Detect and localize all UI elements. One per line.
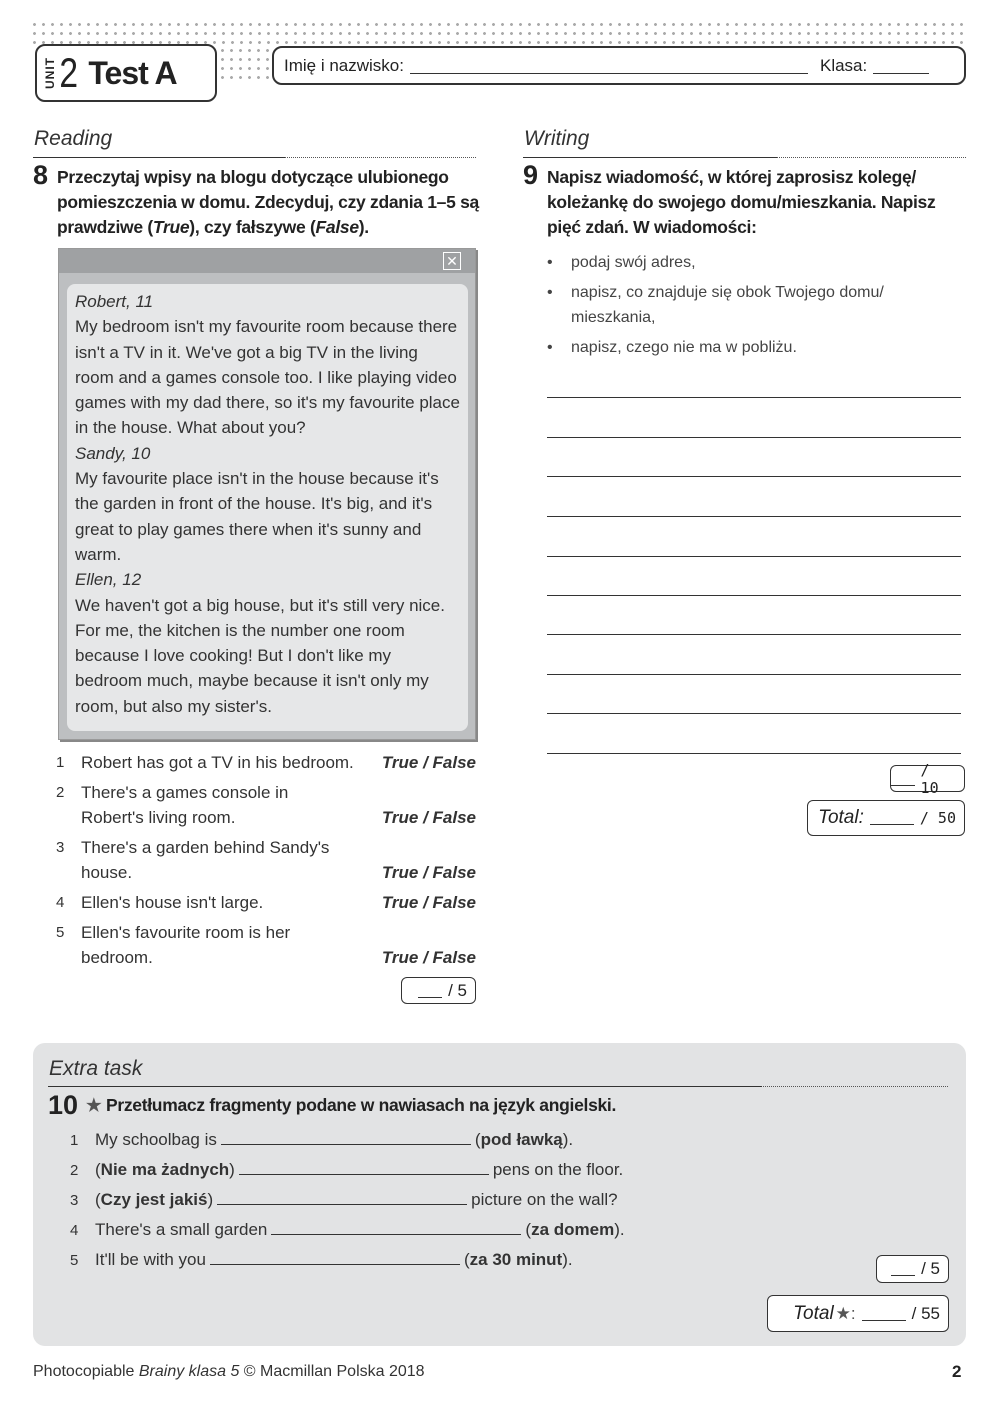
score-box: / 10 (890, 765, 965, 792)
true-false-list (56, 750, 476, 975)
footer-copyright: Photocopiable Brainy klasa 5 © Macmillan Polska 2018 (33, 1363, 425, 1380)
reading-heading: Reading (34, 127, 113, 150)
close-icon: ✕ (443, 252, 461, 270)
bullet-item: • napisz, czego nie ma w pobliżu. (547, 339, 797, 356)
divider (33, 157, 476, 158)
answer-field[interactable] (217, 1191, 467, 1205)
divider (48, 1086, 948, 1087)
post-text: My bedroom isn't my favourite room because there isn't a TV in it. We've got a big TV in the living room and a games console too. I like playing video games with my dad there, so it's my favourite place in the house. What about you? (75, 317, 460, 438)
writing-line[interactable] (547, 397, 961, 398)
writing-line[interactable] (547, 753, 961, 754)
star-icon: ★: (835, 1303, 856, 1323)
writing-line[interactable] (547, 674, 961, 675)
question-number: 10 (48, 1090, 79, 1120)
score-box: / 5 (876, 1255, 949, 1283)
answer-field[interactable] (239, 1161, 489, 1175)
total-field[interactable] (862, 1307, 906, 1321)
writing-line[interactable] (547, 713, 961, 714)
question-number: 8 (33, 160, 49, 190)
bullet-item: • podaj swój adres, (547, 254, 696, 271)
name-box (272, 46, 966, 85)
list-item: 2 There's a games console in Robert's living room. True / False (56, 780, 476, 835)
score-field[interactable] (891, 772, 915, 786)
list-item: 2 (Nie ma żadnych) pens on the floor. (70, 1160, 624, 1179)
bullet-item: • napisz, co znajduje się obok Twojego domu/ mieszkania, (547, 284, 884, 326)
question-instruction: Przeczytaj wpisy na blogu dotyczące ulubionego pomieszczenia w domu. Zdecyduj, czy zdania 1–5 są prawdziwe (True), czy fałszywe (False). (57, 167, 479, 237)
writing-heading: Writing (524, 127, 590, 150)
post-author: Ellen, 12 (75, 570, 142, 590)
answer-field[interactable] (210, 1251, 460, 1265)
test-title: Test A (88, 54, 177, 91)
list-item: 3 (Czy jest jakiś) picture on the wall? (70, 1190, 618, 1209)
writing-line[interactable] (547, 516, 961, 517)
answer-field[interactable] (221, 1131, 471, 1145)
dot-pattern (218, 46, 270, 80)
true-false-choice[interactable]: True / False (381, 753, 476, 772)
total-box: Total: / 50 (807, 800, 965, 836)
list-item: 3 There's a garden behind Sandy's house. True / False (56, 835, 476, 890)
page-number: 2 (952, 1362, 962, 1381)
true-false-choice[interactable]: True / False (381, 893, 476, 912)
dot-pattern (30, 20, 966, 46)
list-item: 1 My schoolbag is (pod ławką). (70, 1130, 574, 1149)
question-number: 9 (523, 160, 539, 190)
total-box: Total ★: / 55 (767, 1295, 949, 1332)
writing-line[interactable] (547, 595, 961, 596)
blog-window (58, 248, 476, 740)
true-false-choice[interactable]: True / False (381, 948, 476, 967)
blog-titlebar (59, 249, 475, 273)
bullet-list (547, 250, 947, 360)
class-label: Klasa: (819, 55, 868, 75)
answer-field[interactable] (271, 1221, 521, 1235)
list-item: 1 Robert has got a TV in his bedroom. True / False (56, 750, 476, 780)
post-author: Robert, 11 (75, 292, 154, 311)
blog-posts (67, 284, 468, 731)
name-label: Imię i nazwisko: (284, 55, 404, 75)
star-icon: ★ (86, 1095, 102, 1115)
post-text: My favourite place isn't in the house because it's the garden in front of the house. It's big, and it's great to play games there when it's sunny and warm. (75, 469, 439, 564)
unit-label: UNIT (43, 57, 57, 89)
true-false-choice[interactable]: True / False (381, 863, 476, 882)
writing-line[interactable] (547, 476, 961, 477)
writing-line[interactable] (547, 437, 961, 438)
writing-line[interactable] (547, 634, 961, 635)
class-field[interactable] (873, 58, 929, 74)
list-item: 5 It'll be with you (za 30 minut). (70, 1250, 573, 1269)
list-item: 4 There's a small garden (za domem). (70, 1220, 625, 1239)
true-false-choice[interactable]: True / False (381, 808, 476, 827)
extra-heading: Extra task (49, 1057, 143, 1080)
unit-badge (35, 44, 217, 102)
question-instruction: ★ Przetłumacz fragmenty podane w nawiasach na język angielski. (86, 1095, 617, 1115)
score-box: / 5 (401, 977, 476, 1004)
list-item: 4 Ellen's house isn't large. True / False (56, 890, 476, 920)
post-text: We haven't got a big house, but it's still very nice. For me, the kitchen is the number one room because I love cooking! But I don't like my bedroom much, maybe because it isn't only my room, but also my sister's. (75, 595, 445, 716)
writing-line[interactable] (547, 556, 961, 557)
unit-number: 2 (59, 49, 79, 96)
score-field[interactable] (418, 984, 442, 998)
divider (523, 157, 966, 158)
post-author: Sandy, 10 (75, 443, 151, 463)
name-field[interactable] (410, 58, 808, 74)
list-item: 5 Ellen's favourite room is her bedroom. True / False (56, 920, 476, 975)
question-instruction: Napisz wiadomość, w której zaprosisz kolegę/ koleżankę do swojego domu/mieszkania. Napisz pięć zdań. W wiadomości: (547, 167, 936, 237)
score-field[interactable] (891, 1262, 915, 1276)
total-field[interactable] (870, 811, 914, 825)
